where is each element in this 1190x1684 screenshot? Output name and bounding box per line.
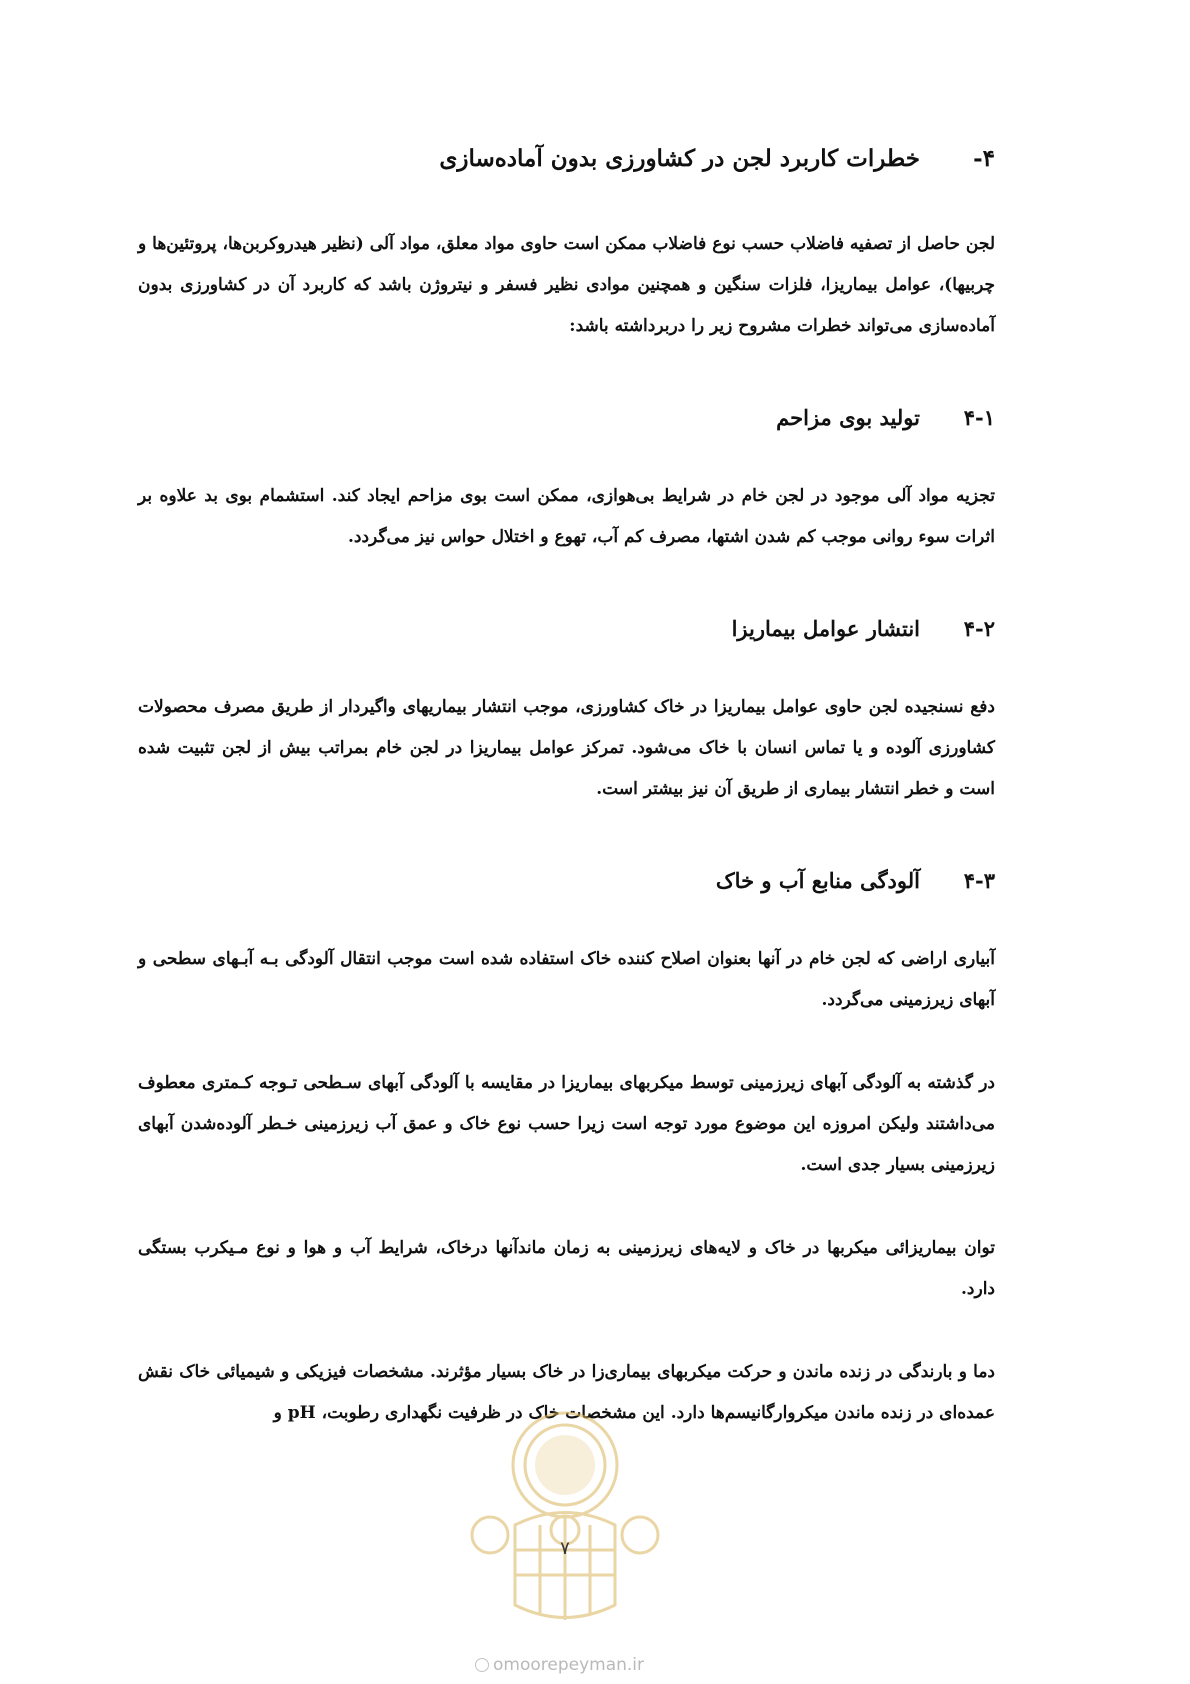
subsection-title: تولید بوی مزاحم [776, 405, 920, 430]
subsection-heading-water-soil [138, 868, 995, 893]
subsection-number: ۴-۲ [963, 616, 995, 641]
page-number: ۷ [560, 1538, 570, 1559]
subsection-heading-odor [138, 405, 995, 430]
section-intro-paragraph: لجن حاصل از تصفیه فاضلاب حسب نوع فاضلاب ممکن است حاوی مواد معلق، مواد آلی (نظیر هیدروکربن‌ها، پروتئین‌ها و چربیها)، عوامل بیماریزا، فلزات سنگین و همچنین موادی نظیر فسفر و نیتروژن باشد که کاربرد آن در کشاورزی بدون آماده‌سازی می‌تواند خطرات مشروح زیر را دربرداشته باشد: [138, 234, 995, 336]
paragraph: توان بیماریزائی میکربها در خاک و لایه‌های زیرزمینی به زمان ماندآنها درخاک، شرایط آب و هوا و نوع مـیکرب بستگی دارد. [138, 1238, 995, 1299]
subsection-title: انتشار عوامل بیماریزا [731, 616, 920, 641]
watermark-url-text: omoorepeyman.ir [493, 1655, 645, 1675]
globe-icon [475, 1658, 489, 1672]
paragraph: در گذشته به آلودگی آبهای زیرزمینی توسط میکربهای بیماریزا در مقایسه با آلودگی آبهای سـطحی تـوجه کـمتری معطوف می‌داشتند ولیکن امروزه این موضوع مورد توجه است زیرا حسب نوع خاک و عمق آب زیرزمینی خـطر آلوده‌شدن آبهای زیرزمینی بسیار جدی است. [138, 1073, 995, 1175]
section-number: ۴- [973, 145, 995, 172]
paragraph: دفع نسنجیده لجن حاوی عوامل بیماریزا در خاک کشاورزی، موجب انتشار بیماریهای واگیردار از طریق مصرف محصولات کشاورزی آلوده و یا تماس انسان با خاک می‌شود. تمرکز عوامل بیماریزا در لجن خام بمراتب بیش از لجن تثبیت شده است و خطر انتشار بیماری از طریق آن نیز بیشتر است. [138, 697, 995, 799]
watermark-url [475, 1655, 715, 1675]
subsection-heading-pathogens [138, 616, 995, 641]
section-heading [138, 145, 995, 172]
subsection-number: ۴-۳ [963, 868, 995, 893]
subsection-title: آلودگی منابع آب و خاک [715, 868, 920, 893]
paragraph: تجزیه مواد آلی موجود در لجن خام در شرایط بی‌هوازی، ممکن است بوی مزاحم ایجاد کند. استشمام بوی بد علاوه بر اثرات سوء روانی موجب کم شدن اشتها، مصرف کم آب، تهوع و اختلال حواس نیز می‌گردد. [138, 486, 995, 547]
subsection-number: ۴-۱ [963, 405, 995, 430]
section-title: خطرات کاربرد لجن در کشاورزی بدون آماده‌سازی [439, 145, 920, 172]
page-content [138, 145, 995, 1434]
paragraph: دما و بارندگی در زنده ماندن و حرکت میکربهای بیماری‌زا در خاک بسیار مؤثرند. مشخصات فیزیکی و شیمیائی خاک نقش عمده‌ای در زنده ماندن میکروارگانیسم‌ها دارد. این مشخصات خاک در ظرفیت نگهداری رطوبت، pH و [138, 1362, 995, 1423]
paragraph: آبیاری اراضی که لجن خام در آنها بعنوان اصلاح کننده خاک استفاده شده است موجب انتقال آلودگی بـه آبـهای سطحی و آبهای زیرزمینی می‌گردد. [138, 949, 995, 1010]
organization-seal-icon [465, 1405, 665, 1635]
